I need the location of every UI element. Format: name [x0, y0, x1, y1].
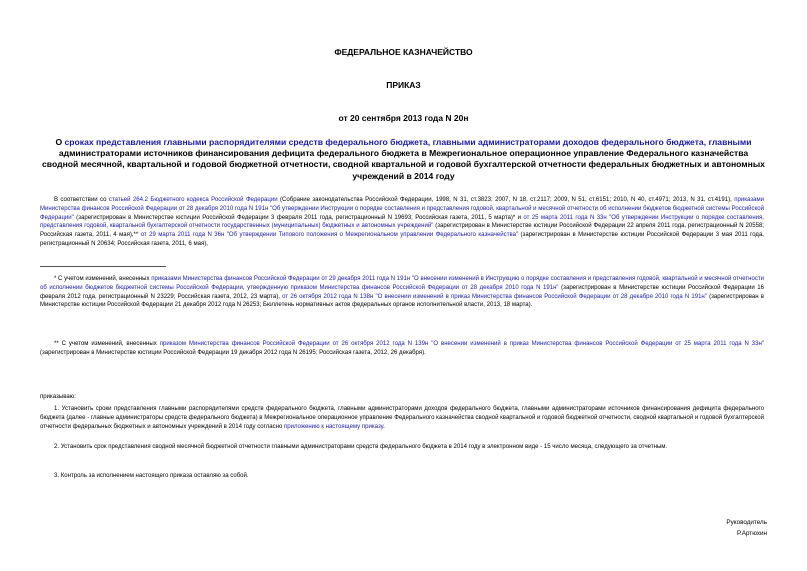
order-item-2: 2. Установить срок представления сводной месячной бюджетной отчетности главными администраторами средств федерального бюджета в 2014 году в электронном виде - 15 число месяца, следующего за отчетным.: [54, 444, 668, 450]
link-order-191n[interactable]: приказами Министерства финансов Российской Федерации от 28 декабря 2010 года N 191н "Об утверждении Инструкции о порядке составления и представления годовой, квартальной и месячной отчетности об исполнении бюджетов бюджетной системы Российской Федерации": [40, 197, 764, 221]
link-budget-code[interactable]: статьей 264.2 Бюджетного кодекса Российской Федерации: [108, 197, 278, 203]
preamble-text-2: (Собрание законодательства Российской Федерации, 1998, N 31, ст.3823; 2007, N 18, ст.2117; 2009, N 51, ст.6151; 2010, N 40, ст.4971; 2013, N 31, ст.4191),: [277, 197, 735, 203]
title-rest: администраторами источников финансирования дефицита федерального бюджета в Межрегиональное операционное управление Федерального казначейства сводной месячной, квартальной и годовой бюджетной отчетности, сводной квартальной и годовой бухгалтерской отчетности федеральных бюджетных и автономных учреждений в 2014 году: [42, 148, 765, 181]
footnote2-text-1: ** С учетом изменений, внесенных: [54, 341, 160, 347]
footnote-divider: [40, 266, 166, 267]
order-item-1: [40, 405, 764, 431]
footnote1-text-3: (зарегистрирован в Министерстве юстиции Российской Федерации 21 декабря 2012 года N 26253; Бюллетень нормативных актов федеральных органов исполнительной власти, 2013, 18 марта).: [40, 293, 765, 309]
document-date-number: от 20 сентября 2013 года N 20н: [338, 113, 469, 123]
preamble-text-4: (зарегистрирован в Министерстве юстиции Российской Федерации 22 апреля 2011 года, регистрационный N 20558; Российская газета, 2011, 4 мая),**: [40, 223, 764, 239]
footnote1-text-1: * С учетом изменений, внесенных: [54, 276, 152, 282]
preamble-text-5: (зарегистрирован в Министерстве юстиции Российской Федерации 3 мая 2011 года, регистрационный N 20634; Российская газета, 2011, 6 мая),: [40, 232, 764, 247]
preamble-text-1: В соответствии со: [54, 197, 109, 203]
item1-text: 1. Установить сроки представления главными распорядителями средств федерального бюджета, главными администраторами доходов федерального бюджета, главными администраторами источников финансирования дефицита федерального бюджета (далее - главные администраторы средств федерального бюджета) в Межрегиональное операционное управление Федерального казначейства сводной квартальной и годовой бюджетной отчетности, сводной квартальной и годовой бухгалтерской отчетности федеральных бюджетных и автономных учреждений в 2014 году согласно: [40, 406, 764, 430]
footnote-1: [40, 275, 764, 310]
agency-name: ФЕДЕРАЛЬНОЕ КАЗНАЧЕЙСТВО: [334, 47, 473, 57]
signature-name: Р.Артюхин: [736, 530, 767, 537]
link-order-191n-amend[interactable]: приказами Министерства финансов Российской Федерации от 29 декабря 2011 года N 191н "О внесении изменений в Инструкцию о порядке составления и представления годовой, квартальной и месячной отчетности об исполнении бюджетов бюджетной системы Российской Федерации, утвержденную приказом Министерства финансов Российской Федерации от 28 декабря 2010 года N 191н": [40, 276, 765, 291]
link-order-138n[interactable]: от 26 октября 2012 года N 138н "О внесении изменений в приказ Министерства финансов Российской Федерации от 28 декабря 2010 года N 191н": [282, 293, 707, 300]
title-prefix: О: [55, 137, 65, 147]
document-title: [40, 137, 767, 182]
footnote2-text-2: (зарегистрирован в Министерстве юстиции Российской Федерации 19 декабря 2012 года N 26195; Российская газета, 2012, 26 декабря).: [40, 349, 426, 356]
footnote-2: [40, 340, 764, 358]
preamble-text-3: (зарегистрирован в Министерстве юстиции Российской Федерации 3 февраля 2011 года, регистрационный N 19693; Российская газета, 2011, 5 марта)* и: [73, 214, 524, 221]
order-item-3: 3. Контроль за исполнением настоящего приказа оставляю за собой.: [54, 473, 249, 479]
title-link[interactable]: сроках представления главными распорядителями средств федерального бюджета, главными администраторами доходов федерального бюджета, главными: [64, 137, 752, 147]
footnote1-text-2: (зарегистрирован в Министерстве юстиции Российской Федерации 16 февраля 2012 года, регистрационный N 23229; Российская газета, 2012, 23 марта),: [40, 284, 764, 300]
item1-end: .: [383, 423, 385, 430]
preamble-paragraph: [40, 196, 764, 249]
order-intro: приказываю:: [40, 394, 76, 400]
document-type: ПРИКАЗ: [386, 80, 421, 90]
link-order-33n[interactable]: от 25 марта 2011 года N 33н "Об утверждении Инструкции о порядке составления, представления годовой, квартальной бухгалтерской отчетности государственных (муниципальных) бюджетных и автономных учреждений": [40, 214, 764, 230]
link-appendix[interactable]: приложению к настоящему приказу: [284, 423, 384, 430]
signature-position: Руководитель: [726, 519, 767, 526]
link-order-36n[interactable]: от 29 марта 2011 года N 36н "Об утверждении Типового положения о Межрегиональном управлении Федерального казначейства": [140, 232, 519, 239]
link-order-139n[interactable]: приказом Министерства финансов Российской Федерации от 26 октября 2012 года N 139н "О внесении изменений в приказ Министерства финансов Российской Федерации от 25 марта 2011 года N 33н": [159, 341, 765, 347]
